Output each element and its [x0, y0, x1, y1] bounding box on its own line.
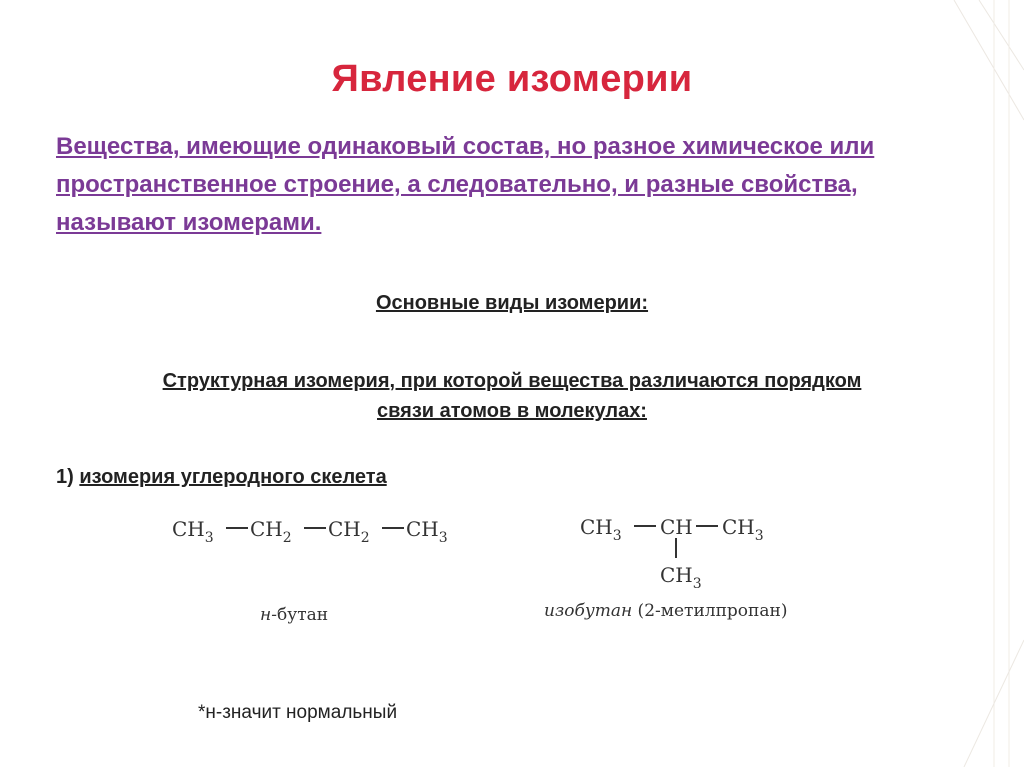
svg-text:CH2	[250, 517, 292, 546]
butane-group-2: CH	[250, 517, 283, 541]
structural-line-1: Структурная изомерия, при которой вещества различаются порядком	[162, 370, 862, 392]
item-label: изомерия углеродного скелета	[79, 466, 387, 488]
footnote: *н-значит нормальный	[198, 702, 398, 723]
isobutane-branch-sub: 3	[692, 576, 702, 592]
isobutane-sub-3: 3	[754, 528, 764, 544]
svg-text:CH3	[722, 515, 764, 544]
svg-text:н-бутан	[260, 605, 328, 625]
list-item-carbon-skeleton	[56, 466, 387, 489]
butane-sub-2: 2	[282, 530, 292, 546]
svg-text:CH3	[580, 515, 622, 544]
svg-text:CH3	[660, 563, 702, 592]
slide-title: Явление изомерии	[331, 58, 693, 100]
butane-group-4: CH	[406, 517, 439, 541]
svg-text:изобутан (2-метилпропан)	[544, 601, 787, 621]
structural-line-2: связи атомов в молекулах:	[377, 400, 647, 422]
butane-sub-3: 2	[360, 530, 370, 546]
butane-name-prefix: н-	[260, 605, 277, 625]
isobutane-group-2: CH	[660, 515, 693, 539]
svg-text:CH3	[406, 517, 448, 546]
svg-text:CH2	[328, 517, 370, 546]
isobutane-group-1: CH	[580, 515, 613, 539]
butane-formula	[172, 517, 448, 625]
isobutane-branch-group: CH	[660, 563, 693, 587]
butane-sub-4: 3	[438, 530, 448, 546]
svg-text:CH3	[172, 517, 214, 546]
structural-formulas	[160, 500, 860, 640]
structural-isomerism	[40, 366, 984, 426]
butane-group-1: CH	[172, 517, 205, 541]
subheading: Основные виды изомерии:	[375, 292, 649, 314]
definition-text: Вещества, имеющие одинаковый состав, но разное химическое или пространственное строение, а следовательно, и разные свойства, называют изомерами.	[56, 133, 875, 236]
butane-name: бутан	[276, 605, 329, 625]
isobutane-name-prefix: изобутан	[544, 601, 633, 621]
item-number: 1)	[56, 466, 74, 488]
butane-sub-1: 3	[204, 530, 214, 546]
isobutane-sub-1: 3	[612, 528, 622, 544]
isobutane-formula	[544, 515, 787, 621]
butane-group-3: CH	[328, 517, 361, 541]
isobutane-group-3: CH	[722, 515, 755, 539]
isobutane-name: (2-метилпропан)	[632, 601, 788, 621]
svg-text:CH	[660, 515, 693, 539]
